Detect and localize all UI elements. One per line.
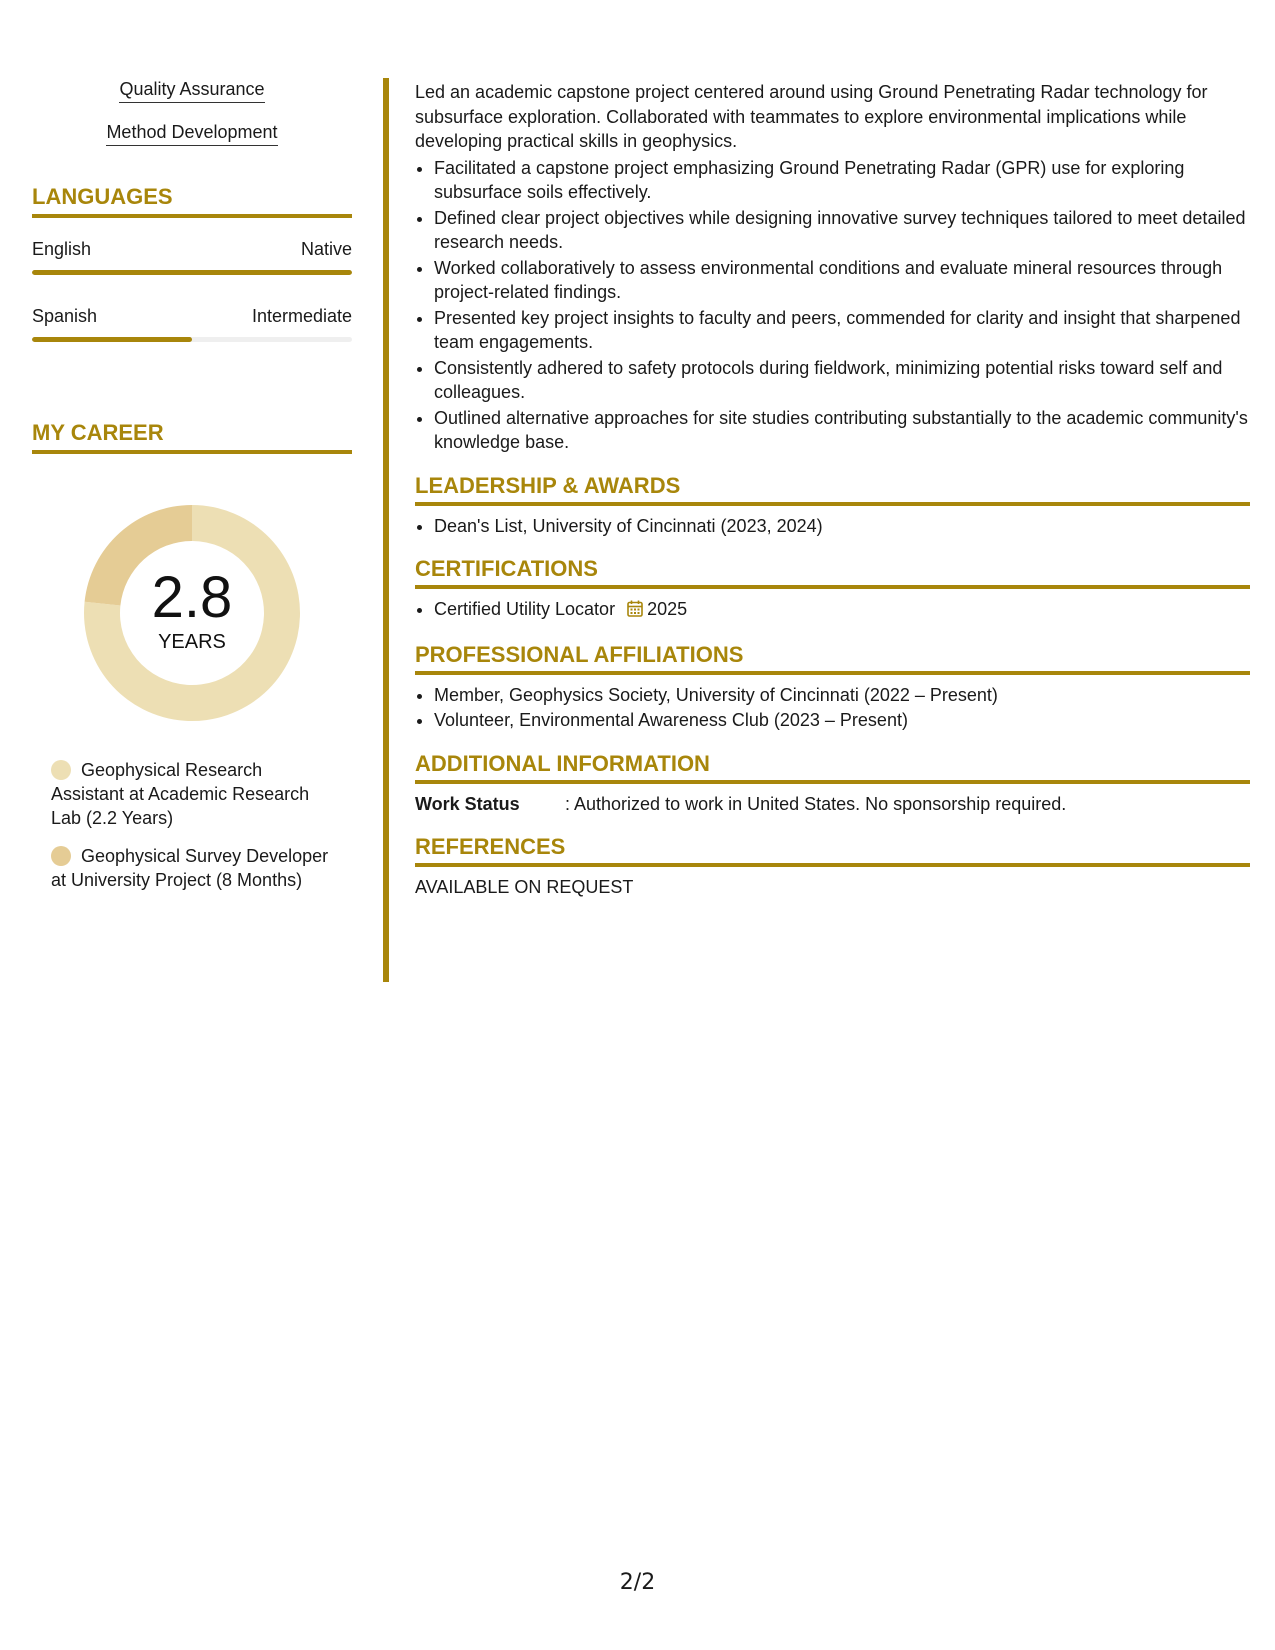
career-donut-chart xyxy=(77,498,307,728)
list-item: • Volunteer, Environmental Awareness Club (2023 – Present) xyxy=(434,708,1250,733)
experience-intro: Led an academic capstone project centered around using Ground Penetrating Radar technology for subsurface exploration. Collaborated with teammates to explore environmental implications while developing practical skills in geophysics. xyxy=(415,82,1208,151)
calendar-icon xyxy=(627,599,643,624)
work-status-value: : Authorized to work in United States. No sponsorship required. xyxy=(565,793,1067,814)
list-item: • Outlined alternative approaches for site studies contributing substantially to the academic community's knowledge base. xyxy=(434,406,1250,455)
language-name: English xyxy=(32,239,92,259)
additional-info-heading: ADDITIONAL INFORMATION xyxy=(415,751,1250,784)
career-heading: MY CAREER xyxy=(32,420,352,454)
career-role-label: Geophysical Survey Developer at University Project (8 Months) xyxy=(51,846,329,890)
language-spanish xyxy=(32,305,352,342)
skill-tag-method-development: Method Development xyxy=(106,121,277,146)
list-item: • Facilitated a capstone project emphasizing Ground Penetrating Radar (GPR) use for exploring subsurface soils effectively. xyxy=(434,156,1250,205)
work-status-label: Work Status xyxy=(415,793,520,814)
language-level-bar xyxy=(32,337,352,342)
languages-heading: LANGUAGES xyxy=(32,184,352,218)
list-item: • Consistently adhered to safety protocols during fieldwork, minimizing potential risks toward self and colleagues. xyxy=(434,356,1250,405)
work-status-row xyxy=(415,792,1250,817)
list-item: • Presented key project insights to faculty and peers, commended for clarity and insight that sharpened team engagements. xyxy=(434,306,1250,355)
experience-bullets xyxy=(415,156,1250,455)
certification-name: Certified Utility Locator xyxy=(434,599,616,619)
affiliations-heading: PROFESSIONAL AFFILIATIONS xyxy=(415,642,1250,675)
legend-dot-icon xyxy=(51,846,71,866)
list-item: • Dean's List, University of Cincinnati (2023, 2024) xyxy=(434,514,1250,539)
career-legend-item xyxy=(51,844,332,892)
list-item: • Member, Geophysics Society, University of Cincinnati (2022 – Present) xyxy=(434,683,1250,708)
career-legend-item xyxy=(51,758,332,830)
main-content xyxy=(415,80,1250,900)
language-level: Intermediate xyxy=(251,306,352,326)
sidebar xyxy=(32,78,352,906)
language-level-bar-fill xyxy=(32,270,352,275)
references-text: AVAILABLE ON REQUEST xyxy=(415,877,634,897)
page-number: 2/2 xyxy=(619,1570,656,1595)
list-item xyxy=(434,597,1250,624)
language-level: Native xyxy=(300,239,352,259)
certifications-list xyxy=(415,597,1250,624)
skill-tag-quality-assurance: Quality Assurance xyxy=(119,78,264,103)
language-level-bar xyxy=(32,270,352,275)
list-item: • Defined clear project objectives while designing innovative survey techniques tailored to meet detailed research needs. xyxy=(434,206,1250,255)
awards-list xyxy=(415,514,1250,539)
certifications-heading: CERTIFICATIONS xyxy=(415,556,1250,589)
career-legend xyxy=(32,758,352,892)
awards-heading: LEADERSHIP & AWARDS xyxy=(415,473,1250,506)
language-level-bar-fill xyxy=(32,337,192,342)
career-total-value: 2.8 xyxy=(151,565,233,630)
career-role-label: Geophysical Research Assistant at Academic Research Lab (2.2 Years) xyxy=(51,760,310,828)
language-english xyxy=(32,238,352,275)
certification-year: 2025 xyxy=(647,599,688,619)
legend-dot-icon xyxy=(51,760,71,780)
career-total-unit: YEARS xyxy=(158,631,226,653)
list-item: • Worked collaboratively to assess environmental conditions and evaluate mineral resources through project-related findings. xyxy=(434,256,1250,305)
column-divider xyxy=(383,78,389,982)
affiliations-list xyxy=(415,683,1250,733)
references-heading: REFERENCES xyxy=(415,834,1250,867)
language-name: Spanish xyxy=(32,306,98,326)
